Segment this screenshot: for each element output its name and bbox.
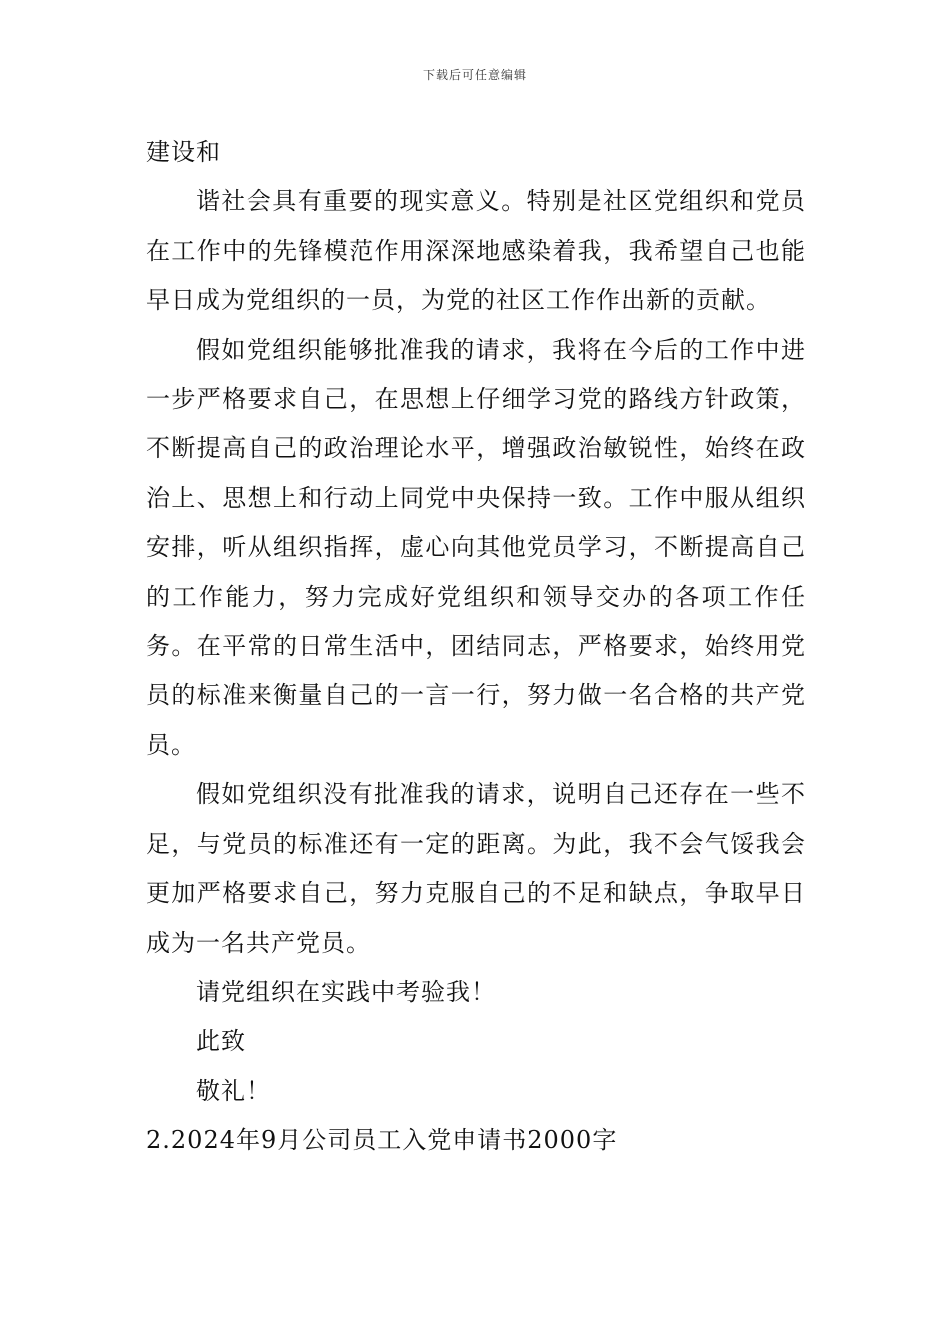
paragraph-continuation: 建设和 [146, 138, 221, 166]
closing-regards: 敬礼！ [196, 1076, 271, 1105]
paragraph-significance: 谐社会具有重要的现实意义。特别是社区党组织和党员在工作中的先锋模范作用深深地感染着我，我希望自己也能早日成为党组织的一员，为党的社区工作作出新的贡献。 [146, 187, 806, 315]
paragraph-if-approved: 假如党组织能够批准我的请求，我将在今后的工作中进一步严格要求自己，在思想上仔细学习党的路线方针政策，不断提高自己的政治理论水平，增强政治敏锐性，始终在政治上、思想上和行动上同党中央保持一致。工作中服从组织安排，听从组织指挥，虚心向其他党员学习，不断提高自己的工作能力，努力完成好党组织和领导交办的各项工作任务。在平常的日常生活中，团结同志，严格要求，始终用党员的标准来衡量自己的一言一行，努力做一名合格的共产党员。 [146, 335, 806, 759]
page-header-note: 下载后可任意编辑 [422, 68, 527, 82]
document-body [146, 128, 806, 1166]
section-heading: 2.2024年9月公司员工入党申请书2000字 [146, 1126, 618, 1155]
closing-salutation: 此致 [196, 1027, 246, 1056]
paragraph-if-not-approved: 假如党组织没有批准我的请求，说明自己还存在一些不足，与党员的标准还有一定的距离。为此，我不会气馁我会更加严格要求自己，努力克服自己的不足和缺点，争取早日成为一名共产党员。 [146, 780, 806, 957]
paragraph-request-test: 请党组织在实践中考验我！ [196, 977, 496, 1006]
